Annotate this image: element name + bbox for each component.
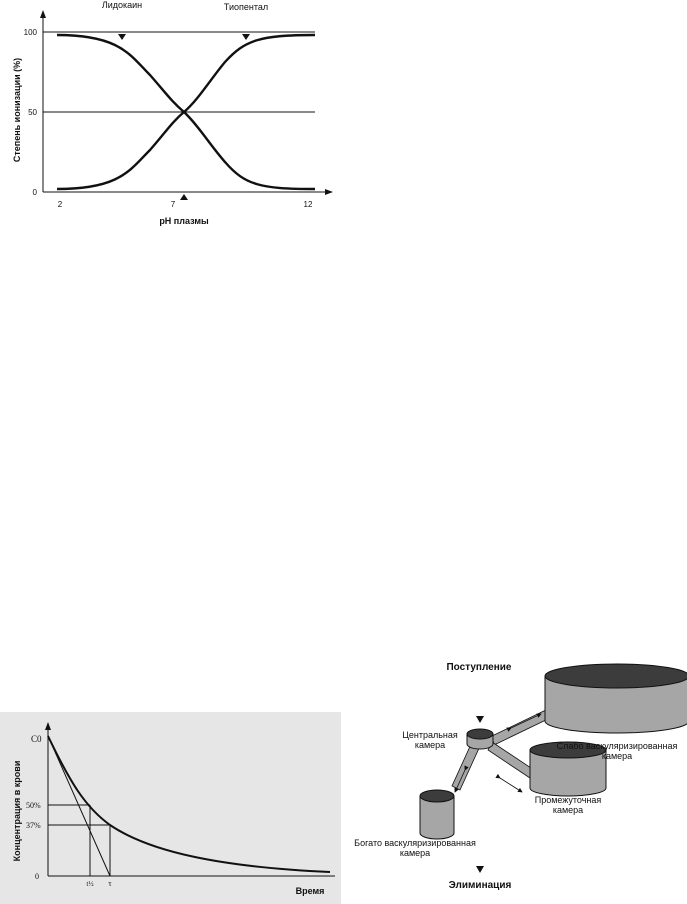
central-label-text: Центральная bbox=[402, 730, 458, 740]
lidocaine-label: Лидокаин bbox=[101, 0, 143, 10]
intake-arrow bbox=[476, 716, 484, 723]
x-tick-7: 7 bbox=[170, 200, 176, 209]
intermediate-label-text: Промежуточная bbox=[534, 795, 602, 805]
x-tick-2: 2 bbox=[57, 200, 63, 209]
thiopental-label: Тиопентал bbox=[223, 2, 269, 12]
weak-compartment bbox=[545, 664, 687, 733]
label-second-line: камера bbox=[601, 751, 633, 761]
weak-label-text: Слабо васкуляризированная bbox=[556, 741, 678, 751]
label-second-line: камера bbox=[552, 805, 584, 815]
y-tick-50: 50 bbox=[28, 108, 37, 117]
y-tick-0: 0 bbox=[32, 188, 37, 197]
rich-label bbox=[354, 838, 476, 858]
x-tick-12: 12 bbox=[303, 200, 313, 209]
y-axis-label: Степень ионизации (%) bbox=[12, 57, 22, 163]
concentration-axis-label: Концентрация в крови bbox=[12, 760, 22, 862]
p50-label: 50% bbox=[26, 801, 41, 810]
elimination-label: Элиминация bbox=[448, 880, 512, 891]
pipe-central-weak bbox=[492, 709, 550, 745]
intermediate-label bbox=[535, 795, 602, 815]
y-tick-100: 100 bbox=[23, 28, 37, 37]
elimination-arrow bbox=[476, 866, 484, 873]
intake-label: Поступление bbox=[446, 662, 512, 673]
label-second-line: камера bbox=[414, 740, 446, 750]
central-compartment bbox=[467, 729, 493, 749]
p37-label: 37% bbox=[26, 821, 41, 830]
exchange-arrow-intermediate bbox=[500, 778, 522, 792]
time-axis-label: Время bbox=[295, 886, 325, 896]
zero-label: 0 bbox=[35, 872, 39, 881]
tau-label: τ bbox=[108, 879, 112, 888]
label-second-line: камера bbox=[399, 848, 431, 858]
pipe-central-intermediate bbox=[488, 742, 534, 778]
t-half-label: t½ bbox=[86, 880, 94, 888]
c0-label: C0 bbox=[31, 734, 42, 744]
rich-label-text: Богато васкуляризированная bbox=[354, 838, 476, 848]
rich-compartment bbox=[420, 790, 454, 839]
central-label bbox=[402, 730, 458, 750]
x-axis-label: рН плазмы bbox=[159, 216, 209, 226]
